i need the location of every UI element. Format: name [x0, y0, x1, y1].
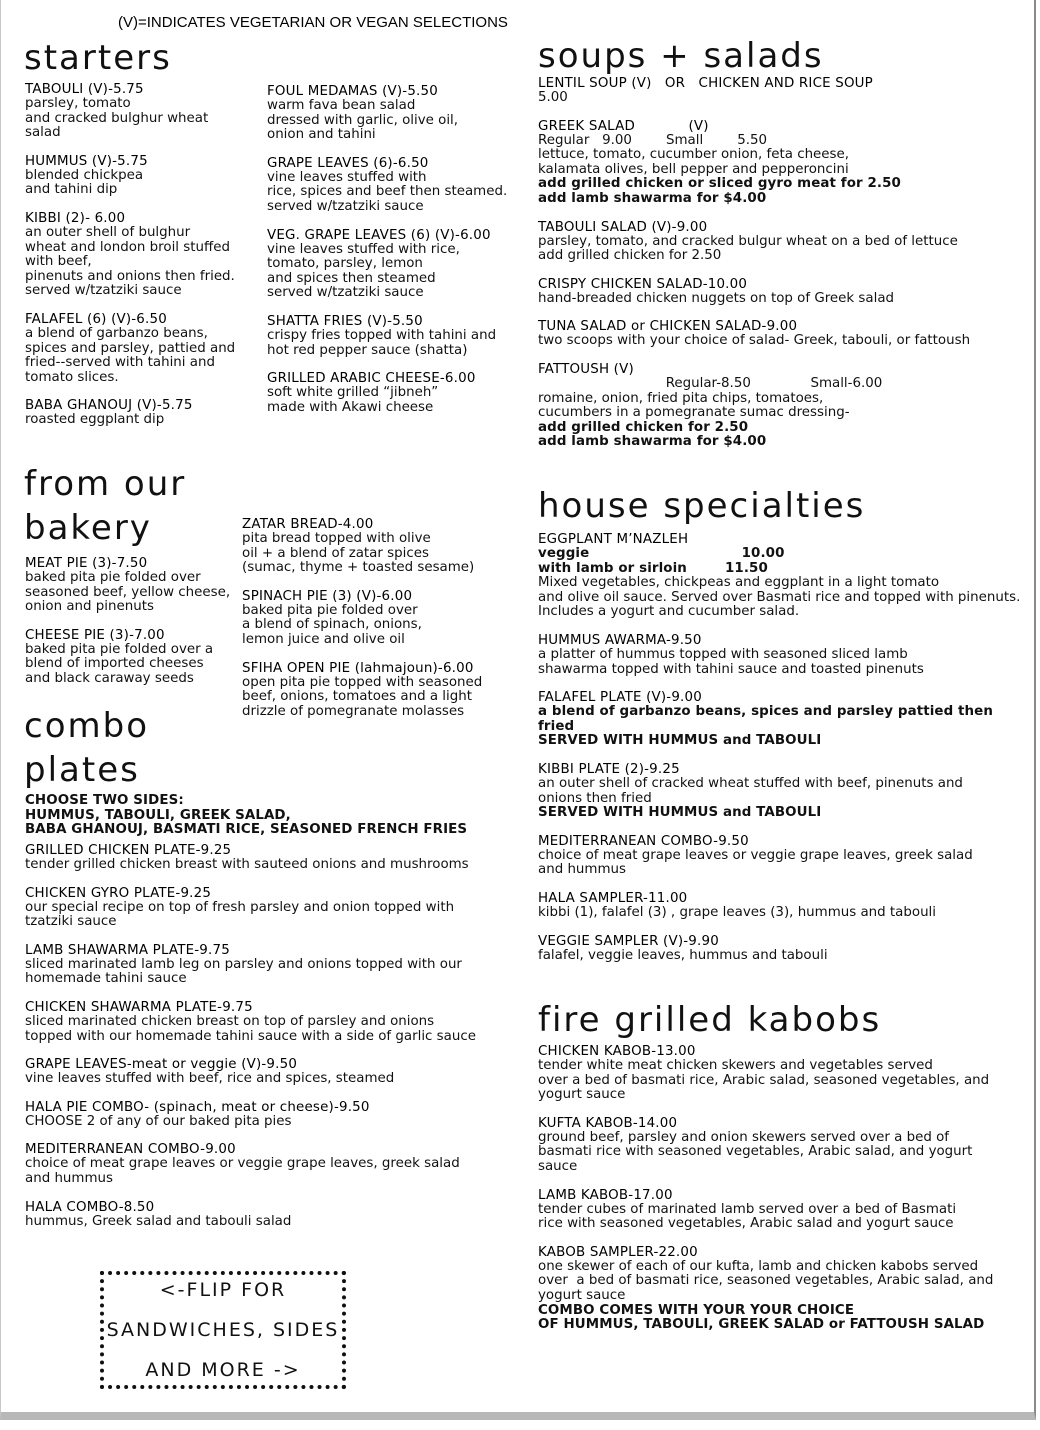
- starters-list-right: [267, 84, 517, 428]
- menu-item-title: BABA GHANOUJ (V)-5.75: [25, 398, 193, 414]
- choose-sides-line: CHOOSE TWO SIDES:: [25, 793, 184, 808]
- menu-item-description: vine leaves stuffed with beef, rice and spices, steamed: [25, 1071, 395, 1087]
- menu-item-title: CRISPY CHICKEN SALAD-10.00: [538, 276, 748, 292]
- menu-item-title: SFIHA OPEN PIE (lahmajoun)-6.00: [242, 660, 474, 676]
- menu-item-description: parsley, tomato, and cracked bulgur wheat on a bed of lettuce: [538, 233, 958, 249]
- menu-item: [538, 362, 1028, 450]
- menu-item: [25, 1057, 515, 1087]
- menu-item: [538, 934, 1033, 964]
- menu-item-description: cucumbers in a pomegranate sumac dressing-: [538, 405, 850, 421]
- menu-item: [538, 690, 1033, 749]
- menu-item: [538, 532, 1033, 620]
- menu-item-description: lemon juice and olive oil: [242, 631, 405, 647]
- combo-heading-line1: combo: [24, 706, 149, 746]
- menu-item: [25, 1000, 515, 1044]
- menu-item-title: MEAT PIE (3)-7.50: [25, 556, 148, 571]
- menu-item: [538, 891, 1033, 921]
- menu-item-description: sliced marinated lamb leg on parsley and onions topped with our: [25, 956, 462, 972]
- menu-item-description: add grilled chicken for 2.50: [538, 248, 722, 264]
- bakery-heading-line1: from our: [24, 464, 187, 504]
- menu-item-description: tzatziki sauce: [25, 914, 117, 930]
- soups-salads-heading: soups + salads: [538, 36, 824, 76]
- menu-item-description: wheat and london broil stuffed: [25, 239, 230, 255]
- menu-item: [25, 154, 260, 198]
- menu-item-description: pinenuts and onions then fried.: [25, 268, 235, 284]
- flip-line: AND MORE ->: [145, 1359, 301, 1381]
- menu-item-title: CHICKEN KABOB-13.00: [538, 1044, 696, 1059]
- menu-item-description: with lamb or sirloin 11.50: [538, 560, 768, 576]
- menu-item-title: VEG. GRAPE LEAVES (6) (V)-6.00: [267, 227, 491, 243]
- menu-item-description: 5.00: [538, 90, 568, 105]
- menu-item: [538, 1116, 1033, 1175]
- menu-item-description: and black caraway seeds: [25, 670, 194, 686]
- menu-item-description: crispy fries topped with tahini and: [267, 327, 497, 343]
- menu-item: [242, 589, 502, 648]
- menu-item: [538, 633, 1033, 677]
- menu-item: [25, 943, 515, 987]
- menu-item-description: Includes a yogurt and cucumber salad.: [538, 604, 800, 620]
- menu-item-title: GRILLED ARABIC CHEESE-6.00: [267, 371, 476, 387]
- menu-item-description: topped with our homemade tahini sauce with a side of garlic sauce: [25, 1028, 476, 1044]
- menu-item-title: MEDITERRANEAN COMBO-9.50: [538, 833, 749, 849]
- menu-item-title: MEDITERRANEAN COMBO-9.00: [25, 1142, 236, 1158]
- menu-item-description: tender cubes of marinated lamb served over a bed of Basmati: [538, 1201, 957, 1217]
- house-specialties-heading: house specialties: [538, 486, 866, 526]
- combo-list: [25, 843, 515, 1242]
- menu-item: [25, 843, 515, 873]
- menu-item-description: and tahini dip: [25, 182, 118, 198]
- menu-item-description: seasoned beef, yellow cheese,: [25, 584, 231, 600]
- menu-item-title: CHICKEN SHAWARMA PLATE-9.75: [25, 999, 253, 1015]
- menu-item-title: KIBBI (2)- 6.00: [25, 210, 126, 226]
- menu-item-description: and hummus: [25, 1170, 113, 1186]
- menu-item-description: drizzle of pomegranate molasses: [242, 703, 465, 719]
- menu-item-description: onion and tahini: [267, 127, 376, 143]
- menu-item: [538, 1245, 1033, 1333]
- menu-item-description: warm fava bean salad: [267, 98, 416, 113]
- menu-item-description: our special recipe on top of fresh parsley and onion topped with: [25, 899, 455, 915]
- menu-item-description: OF HUMMUS, TABOULI, GREEK SALAD or FATTOUSH SALAD: [538, 1317, 985, 1333]
- menu-item-description: hot red pepper sauce (shatta): [267, 342, 468, 358]
- menu-item-description: rice, spices and beef then steamed.: [267, 184, 508, 200]
- menu-item-description: fried--served with tahini and: [25, 355, 215, 371]
- starters-list-left: [25, 82, 260, 441]
- menu-item-title: LENTIL SOUP (V) OR CHICKEN AND RICE SOUP: [538, 76, 873, 91]
- menu-item: [25, 1142, 515, 1186]
- menu-item-description: tomato, parsley, lemon: [267, 256, 423, 272]
- menu-item-description: blended chickpea: [25, 167, 144, 183]
- menu-item: [538, 319, 1028, 349]
- menu-item-title: TABOULI SALAD (V)-9.00: [538, 219, 708, 235]
- bakery-list-left: [25, 556, 240, 700]
- menu-item-title: HALA COMBO-8.50: [25, 1199, 155, 1215]
- menu-item-description: sauce: [538, 1158, 578, 1174]
- menu-item-description: with beef,: [25, 254, 92, 270]
- menu-item-description: baked pita pie folded over: [25, 570, 201, 585]
- menu-item-description: hummus, Greek salad and tabouli salad: [25, 1213, 292, 1229]
- flip-line: <-FLIP FOR: [159, 1279, 287, 1301]
- menu-item: [538, 76, 1028, 106]
- menu-item-description: SERVED WITH HUMMUS and TABOULI: [538, 733, 822, 749]
- bakery-heading-line2: bakery: [24, 508, 152, 548]
- menu-item-title: EGGPLANT M’NAZLEH: [538, 532, 689, 547]
- menu-item-description: spices and parsley, pattied and: [25, 340, 236, 356]
- menu-item-description: kibbi (1), falafel (3) , grape leaves (3), hummus and tabouli: [538, 904, 936, 920]
- menu-item: [538, 1044, 1033, 1103]
- menu-item-description: a blend of garbanzo beans, spices and parsley pattied then fried: [538, 704, 998, 734]
- menu-item-description: basmati rice with seasoned vegetables, Arabic salad, and yogurt: [538, 1144, 973, 1160]
- kabobs-list: [538, 1044, 1033, 1346]
- menu-item-description: baked pita pie folded over a: [25, 641, 214, 657]
- menu-item-title: CHEESE PIE (3)-7.00: [25, 627, 165, 643]
- menu-item-title: GRAPE LEAVES-meat or veggie (V)-9.50: [25, 1057, 298, 1073]
- menu-item: [267, 228, 517, 301]
- menu-item-description: beef, onions, tomatoes and a light: [242, 689, 472, 705]
- menu-item-description: and olive oil sauce. Served over Basmati rice and topped with pinenuts.: [538, 589, 1021, 605]
- menu-item-description: pita bread topped with olive: [242, 531, 431, 546]
- menu-item-title: FALAFEL (6) (V)-6.50: [25, 311, 167, 327]
- menu-item-description: Mixed vegetables, chickpeas and eggplant in a light tomato: [538, 575, 940, 591]
- menu-item-title: KABOB SAMPLER-22.00: [538, 1244, 698, 1260]
- menu-item-description: Regular 9.00 Small 5.50: [538, 132, 768, 148]
- menu-item-description: add lamb shawarma for $4.00: [538, 190, 767, 206]
- menu-item-title: KUFTA KABOB-14.00: [538, 1115, 678, 1131]
- menu-item-description: served w/tzatziki sauce: [25, 283, 182, 299]
- menu-item-description: rice with seasoned vegetables, Arabic salad and yogurt sauce: [538, 1216, 954, 1232]
- choose-sides-line: BABA GHANOUJ, BASMATI RICE, SEASONED FRENCH FRIES: [25, 822, 468, 838]
- soups-salads-list: [538, 76, 1028, 463]
- menu-item: [25, 628, 240, 687]
- menu-item-description: and spices then steamed: [267, 270, 436, 286]
- menu-item-description: COMBO COMES WITH YOUR YOUR CHOICE: [538, 1302, 855, 1318]
- combo-heading-line2: plates: [24, 750, 140, 790]
- bakery-list-right: [242, 517, 502, 732]
- menu-item-description: two scoops with your choice of salad- Greek, tabouli, or fattoush: [538, 333, 971, 349]
- menu-item-description: CHOOSE 2 of any of our baked pita pies: [25, 1113, 292, 1129]
- menu-item-title: FATTOUSH (V): [538, 361, 634, 377]
- menu-item-description: parsley, tomato: [25, 96, 131, 111]
- menu-item-description: a blend of spinach, onions,: [242, 617, 422, 633]
- menu-item: [25, 886, 515, 930]
- menu-item: [242, 661, 502, 720]
- menu-item-description: onion and pinenuts: [25, 599, 154, 615]
- menu-item-description: yogurt sauce: [538, 1287, 626, 1303]
- flip-line: SANDWICHES, SIDES: [106, 1319, 340, 1341]
- menu-item-description: sliced marinated chicken breast on top of parsley and onions: [25, 1013, 435, 1029]
- menu-item: [267, 371, 517, 415]
- menu-item-description: dressed with garlic, olive oil,: [267, 112, 459, 128]
- menu-item-title: TABOULI (V)-5.75: [25, 82, 144, 97]
- menu-item-title: KIBBI PLATE (2)-9.25: [538, 761, 680, 777]
- menu-item: [25, 398, 260, 428]
- menu-item-title: ZATAR BREAD-4.00: [242, 517, 374, 532]
- menu-item-description: add lamb shawarma for $4.00: [538, 434, 767, 450]
- menu-item: [25, 1200, 515, 1230]
- menu-item: [25, 82, 260, 141]
- menu-item-title: GREEK SALAD (V): [538, 118, 709, 134]
- menu-item-description: onions then fried: [538, 790, 652, 806]
- menu-item: [25, 556, 240, 615]
- choose-sides-line: HUMMUS, TABOULI, GREEK SALAD,: [25, 807, 291, 823]
- menu-item-title: LAMB SHAWARMA PLATE-9.75: [25, 942, 230, 958]
- menu-item-description: tender white meat chicken skewers and vegetables served: [538, 1058, 933, 1073]
- menu-item-description: add grilled chicken or sliced gyro meat for 2.50: [538, 176, 901, 192]
- menu-item-description: homemade tahini sauce: [25, 971, 187, 987]
- menu-item-description: vine leaves stuffed with: [267, 169, 427, 185]
- menu-item-title: SHATTA FRIES (V)-5.50: [267, 313, 423, 329]
- menu-item: [267, 84, 517, 143]
- menu-item-description: Regular-8.50 Small-6.00: [538, 375, 883, 391]
- menu-item-title: GRILLED CHICKEN PLATE-9.25: [25, 843, 232, 858]
- menu-item: [267, 314, 517, 358]
- combo-choose-sides: [25, 794, 515, 838]
- menu-item-description: roasted eggplant dip: [25, 412, 165, 428]
- menu-item-description: (sumac, thyme + toasted sesame): [242, 560, 475, 576]
- menu-item: [538, 119, 1028, 207]
- menu-item-description: made with Akawi cheese: [267, 399, 434, 415]
- menu-item-description: falafel, veggie leaves, hummus and tabouli: [538, 947, 828, 963]
- menu-item-title: HUMMUS AWARMA-9.50: [538, 632, 702, 648]
- menu-item-description: tender grilled chicken breast with sauteed onions and mushrooms: [25, 857, 469, 872]
- menu-item-title: GRAPE LEAVES (6)-6.50: [267, 155, 429, 171]
- menu-item: [538, 220, 1028, 264]
- menu-item-description: blend of imported cheeses: [25, 656, 204, 672]
- menu-item-description: lettuce, tomato, cucumber onion, feta cheese,: [538, 147, 850, 163]
- menu-item-description: over a bed of basmati rice, Arabic salad, seasoned vegetables, and: [538, 1072, 990, 1088]
- menu-item-description: oil + a blend of zatar spices: [242, 545, 429, 561]
- menu-item-description: served w/tzatziki sauce: [267, 285, 424, 301]
- menu-item: [25, 211, 260, 299]
- menu-item: [538, 834, 1033, 878]
- menu-item-description: soft white grilled “jibneh”: [267, 385, 439, 401]
- menu-item-description: vine leaves stuffed with rice,: [267, 241, 460, 257]
- menu-item-description: shawarma topped with tahini sauce and toasted pinenuts: [538, 661, 924, 677]
- menu-item-description: ground beef, parsley and onion skewers served over a bed of: [538, 1129, 949, 1145]
- menu-item-description: choice of meat grape leaves or veggie grape leaves, greek salad: [25, 1156, 460, 1172]
- menu-item-title: VEGGIE SAMPLER (V)-9.90: [538, 933, 719, 949]
- menu-item-title: LAMB KABOB-17.00: [538, 1187, 673, 1203]
- menu-item: [267, 156, 517, 215]
- vegetarian-legend: (V)=INDICATES VEGETARIAN OR VEGAN SELECTIONS: [118, 14, 508, 31]
- menu-item-description: hand-breaded chicken nuggets on top of Greek salad: [538, 290, 895, 306]
- menu-item-title: CHICKEN GYRO PLATE-9.25: [25, 885, 212, 901]
- menu-item-title: SPINACH PIE (3) (V)-6.00: [242, 588, 413, 604]
- menu-item-description: baked pita pie folded over: [242, 602, 418, 618]
- house-specialties-list: [538, 532, 1033, 976]
- menu-item-description: over a bed of basmati rice, seasoned vegetables, Arabic salad, and: [538, 1273, 994, 1289]
- menu-item-description: yogurt sauce: [538, 1087, 626, 1103]
- menu-item-title: FOUL MEDAMAS (V)-5.50: [267, 84, 438, 99]
- menu-item-description: an outer shell of bulghur: [25, 224, 191, 240]
- menu-item-title: HUMMUS (V)-5.75: [25, 153, 148, 169]
- menu-item-description: romaine, onion, fried pita chips, tomatoes,: [538, 390, 824, 406]
- menu-item-description: served w/tzatziki sauce: [267, 198, 424, 214]
- kabobs-heading: fire grilled kabobs: [538, 1000, 882, 1040]
- menu-item: [242, 517, 502, 576]
- menu-item-title: HALA PIE COMBO- (spinach, meat or cheese)-9.50: [25, 1099, 370, 1115]
- menu-item-description: salad: [25, 125, 61, 141]
- menu-item: [538, 277, 1028, 307]
- menu-item-title: TUNA SALAD or CHICKEN SALAD-9.00: [538, 319, 798, 335]
- menu-item: [25, 1100, 515, 1130]
- menu-item-description: kalamata olives, bell pepper and pepperoncini: [538, 161, 849, 177]
- menu-item-title: HALA SAMPLER-11.00: [538, 890, 688, 906]
- menu-item-description: a blend of garbanzo beans,: [25, 325, 208, 341]
- menu-item-description: choice of meat grape leaves or veggie grape leaves, greek salad: [538, 847, 973, 863]
- menu-item-description: and cracked bulghur wheat: [25, 110, 209, 126]
- menu-item-description: an outer shell of cracked wheat stuffed with beef, pinenuts and: [538, 775, 963, 791]
- menu-item-description: and hummus: [538, 862, 626, 878]
- menu-item-description: add grilled chicken for 2.50: [538, 419, 749, 435]
- starters-heading: starters: [24, 38, 172, 78]
- menu-item: [538, 762, 1033, 821]
- menu-item-description: one skewer of each of our kufta, lamb and chicken kabobs served: [538, 1258, 979, 1274]
- menu-item: [538, 1188, 1033, 1232]
- menu-item-description: a platter of hummus topped with seasoned sliced lamb: [538, 646, 908, 662]
- menu-item: [25, 312, 260, 385]
- menu-item-description: SERVED WITH HUMMUS and TABOULI: [538, 805, 822, 821]
- flip-notice-box: [100, 1271, 346, 1389]
- menu-item-description: tomato slices.: [25, 369, 119, 385]
- menu-item-description: veggie 10.00: [538, 546, 785, 561]
- menu-item-description: open pita pie topped with seasoned: [242, 674, 483, 690]
- menu-item-title: FALAFEL PLATE (V)-9.00: [538, 690, 702, 706]
